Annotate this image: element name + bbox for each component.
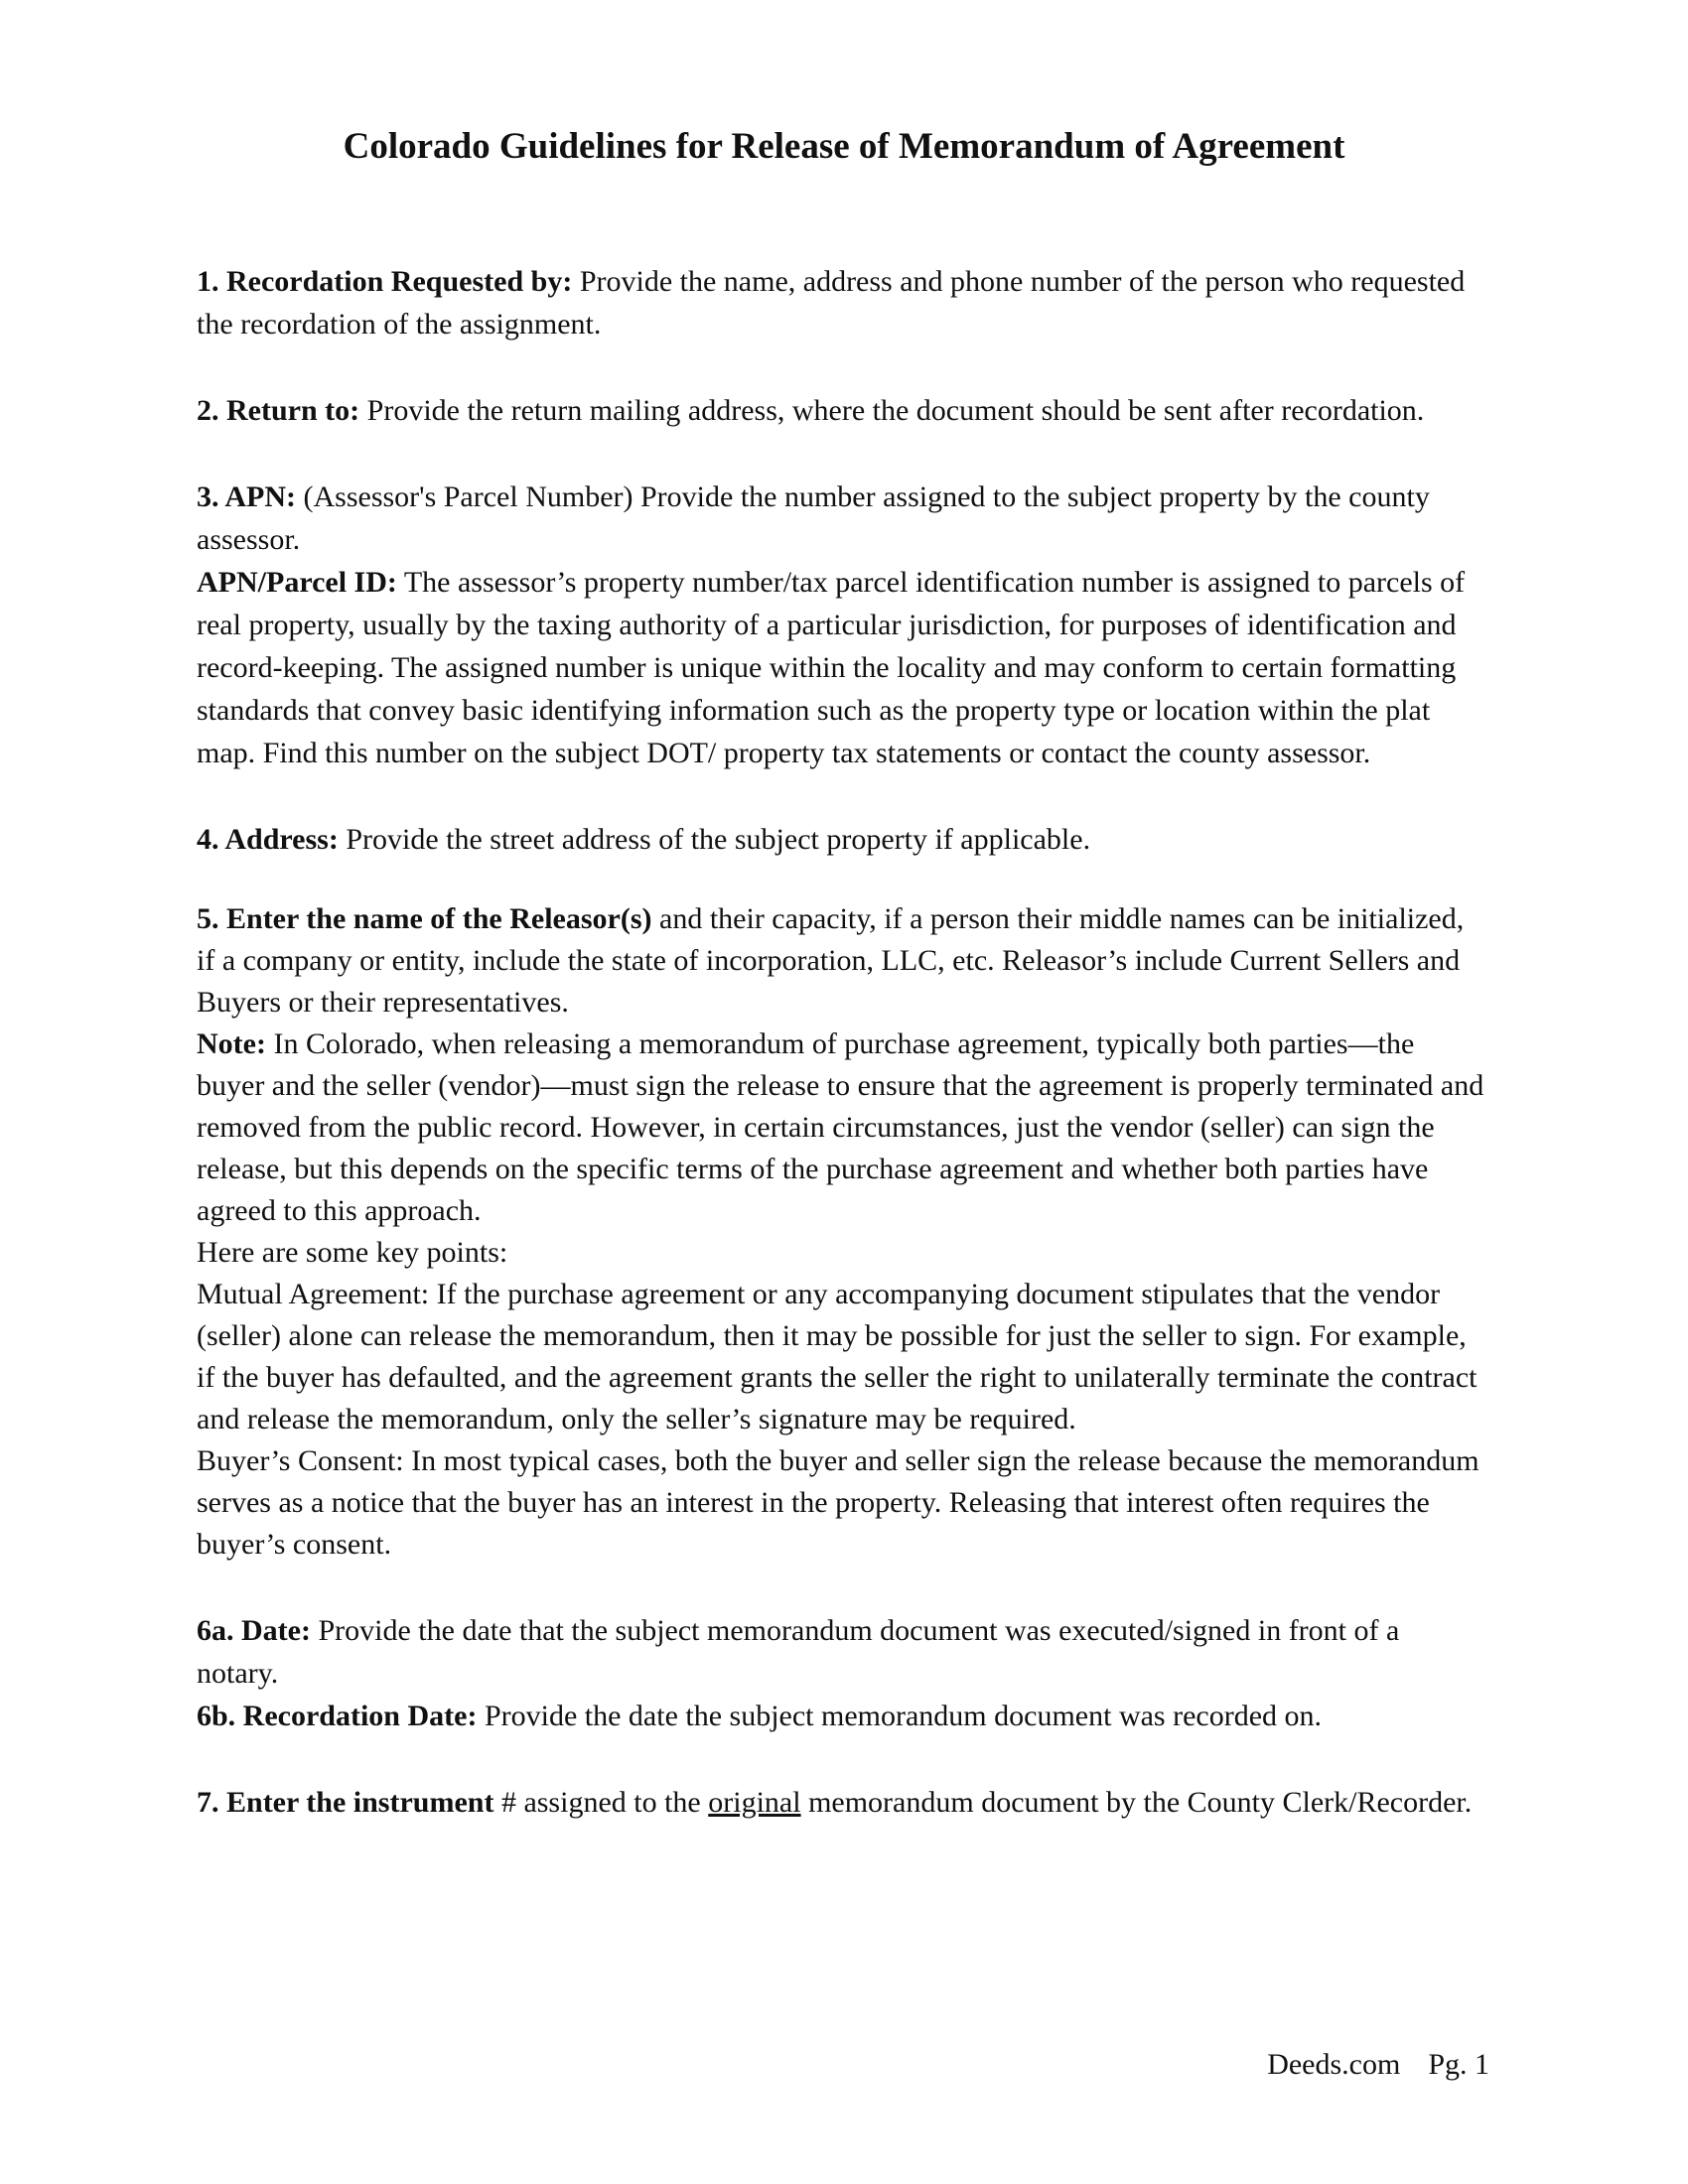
section-6b-label: 6b. Recordation Date:	[197, 1700, 478, 1732]
section-3-label: 3. APN:	[197, 480, 296, 513]
section-4-label: 4. Address:	[197, 823, 339, 856]
section-5-note	[197, 1024, 1487, 1232]
footer-site-name: Deeds.com	[1267, 2048, 1401, 2081]
section-5	[197, 898, 1487, 1024]
section-2	[197, 389, 1487, 432]
document-body	[197, 260, 1487, 1824]
key-points-heading: Here are some key points:	[197, 1236, 508, 1269]
section-5-text: and their capacity, if a person their middle names can be initialized, if a company or entity, include the state of incorporation, LLC, etc. Releasor’s include Current Sellers and Buyers or their representatives.	[197, 902, 1465, 1019]
section-7	[197, 1781, 1487, 1824]
section-6b-text: Provide the date the subject memorandum document was recorded on.	[477, 1700, 1323, 1732]
section-7-label: 7. Enter the instrument	[197, 1786, 494, 1819]
section-3	[197, 476, 1487, 561]
section-5-label: 5. Enter the name of the Releasor(s)	[197, 902, 652, 935]
section-2-text: Provide the return mailing address, where the document should be sent after recordation.	[359, 394, 1425, 427]
original-underlined-word: original	[708, 1786, 801, 1819]
section-4	[197, 818, 1487, 861]
section-3-parcel-id	[197, 561, 1487, 774]
parcel-id-text: The assessor’s property number/tax parcel identification number is assigned to parcels of real property, usually by the taxing authority of a particular jurisdiction, for purposes of identification and record-keeping. The assigned number is unique within the locality and may conform to certain formatting standards that convey basic identifying information such as the property type or location within the plat map. Find this number on the subject DOT/ property tax statements or contact the county assessor.	[197, 566, 1466, 769]
buyer-consent-point: Buyer’s Consent: In most typical cases, both the buyer and seller sign the release because the memorandum serves as a notice that the buyer has an interest in the property. Releasing that interest often requires the buyer’s consent.	[197, 1444, 1479, 1561]
section-6a	[197, 1609, 1487, 1695]
document-title: Colorado Guidelines for Release of Memorandum of Agreement	[343, 126, 1345, 167]
section-7-text-a: # assigned to the	[493, 1786, 709, 1819]
note-label: Note:	[197, 1027, 266, 1060]
section-1-label: 1. Recordation Requested by:	[197, 265, 573, 298]
footer-page-number: Pg. 1	[1428, 2048, 1489, 2081]
section-1-text: Provide the name, address and phone number of the person who requested the recordation of the assignment.	[197, 265, 1466, 341]
section-6a-label: 6a. Date:	[197, 1614, 311, 1647]
mutual-agreement-point: Mutual Agreement: If the purchase agreement or any accompanying document stipulates that the vendor (seller) alone can release the memorandum, then it may be possible for just the seller to sign. For example, if the buyer has defaulted, and the agreement grants the seller the right to unilaterally terminate the contract and release the memorandum, only the seller’s signature may be required.	[197, 1278, 1477, 1435]
section-3-text: (Assessor's Parcel Number) Provide the number assigned to the subject property by the county assessor.	[197, 480, 1430, 556]
section-4-text: Provide the street address of the subject property if applicable.	[338, 823, 1091, 856]
section-2-label: 2. Return to:	[197, 394, 360, 427]
page-footer	[1192, 2045, 1489, 2085]
note-text: In Colorado, when releasing a memorandum of purchase agreement, typically both parties—the buyer and the seller (vendor)—must sign the release to ensure that the agreement is properly terminated and removed from the public record. However, in certain circumstances, just the vendor (seller) can sign the release, but this depends on the specific terms of the purchase agreement and whether both parties have agreed to this approach.	[197, 1027, 1484, 1227]
section-1	[197, 260, 1487, 345]
parcel-id-label: APN/Parcel ID:	[197, 566, 397, 599]
section-6a-text: Provide the date that the subject memorandum document was executed/signed in front of a notary.	[197, 1614, 1400, 1690]
section-7-text-b: memorandum document by the County Clerk/Recorder.	[800, 1786, 1473, 1819]
section-6b	[197, 1695, 1487, 1737]
